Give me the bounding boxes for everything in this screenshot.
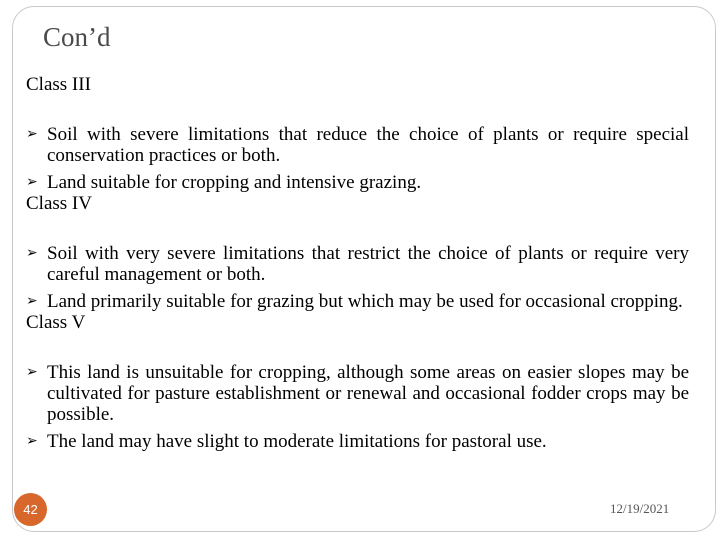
bullet-text: The land may have slight to moderate limitations for pastoral use. — [47, 431, 547, 452]
bullet-text: Soil with very severe limitations that restrict the choice of plants or require very careful management or both. — [47, 243, 689, 285]
class-iv-heading: Class IV — [26, 193, 92, 214]
arrow-bullet-icon: ➢ — [26, 246, 38, 261]
class-iii-bullet-2 — [26, 172, 689, 193]
class-v-bullet-1 — [26, 362, 689, 425]
arrow-bullet-icon: ➢ — [26, 365, 38, 380]
slide-title: Con’d — [43, 22, 111, 52]
class-iv-bullet-2 — [26, 291, 689, 312]
class-iv-bullet-1 — [26, 243, 689, 285]
class-iii-heading: Class III — [26, 74, 91, 95]
bullet-text: Land primarily suitable for grazing but which may be used for occasional cropping. — [47, 291, 683, 312]
arrow-bullet-icon: ➢ — [26, 175, 38, 190]
arrow-bullet-icon: ➢ — [26, 294, 38, 309]
page-number-badge: 42 — [14, 493, 47, 526]
class-iii-bullet-1 — [26, 124, 689, 166]
slide-content — [26, 74, 689, 458]
bullet-text: Land suitable for cropping and intensive grazing. — [47, 172, 422, 193]
bullet-text: This land is unsuitable for cropping, although some areas on easier slopes may be cultivated for pasture establishment or renewal and occasional fodder crops may be possible. — [47, 362, 689, 425]
slide-date: 12/19/2021 — [610, 501, 670, 516]
class-v-bullet-2 — [26, 431, 689, 452]
bullet-text: Soil with severe limitations that reduce the choice of plants or require special conservation practices or both. — [47, 124, 689, 166]
arrow-bullet-icon: ➢ — [26, 127, 38, 142]
class-v-heading: Class V — [26, 312, 86, 333]
arrow-bullet-icon: ➢ — [26, 434, 38, 449]
